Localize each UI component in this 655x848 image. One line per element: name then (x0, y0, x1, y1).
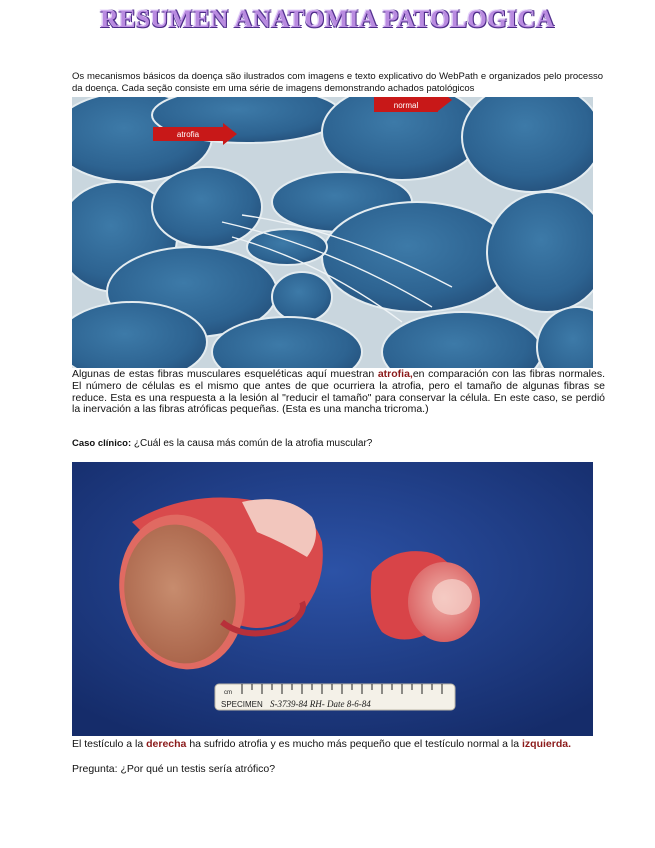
para2-text-start: El testículo a la (72, 738, 147, 750)
pregunta: Pregunta: ¿Por qué un testis sería atrófico? (72, 763, 276, 775)
muscle-fibers-image (72, 97, 593, 368)
caso-clinico (72, 438, 605, 450)
para1-text-start: Algunas de estas fibras musculares esqueléticas aquí muestran (72, 368, 378, 380)
testis-specimen-image (72, 462, 593, 736)
caso-clinico-label: Caso clínico: (72, 438, 132, 449)
para1-highlight-atrofia: atrofia, (377, 368, 413, 380)
caso-clinico-question: ¿Cuál es la causa más común de la atrofia muscular? (131, 438, 373, 449)
para2-highlight-izquierda: izquierda. (522, 738, 572, 750)
arrow-normal (374, 97, 452, 111)
arrow-atrofia (153, 123, 237, 145)
para2-highlight-derecha: derecha (146, 738, 187, 750)
ruler-handwriting: S-3739-84 RH- Date 8-6-84 (270, 699, 371, 709)
muscle-atrophy-micrograph (72, 97, 593, 368)
intro-paragraph: Os mecanismos básicos da doença são ilustrados com imagens e texto explicativo do WebPath e organizados pelo processo da doença. Cada seção consiste em uma série de imagens demonstrando achados patológicos (72, 71, 603, 94)
page-title: RESUMEN ANATOMIA PATOLOGICA (100, 6, 555, 33)
para2-text-middle: ha sufrido atrofia y es mucho más pequeño que el testículo normal a la (186, 738, 523, 750)
ruler-cm-label: cm (224, 690, 232, 696)
testis-description (72, 739, 605, 751)
testis-specimen-photo (72, 462, 593, 736)
muscle-atrophy-description (72, 369, 605, 416)
para1-text-end: en comparación con las fibras normales. El número de células es el mismo que antes de que ocurriera la atrofia, pero el tamaño de algunas fibras se reduce. Esta es una respuesta a la lesión al "reducir el tamaño" para conservar la célula. En este caso, se perdió la inervación a las fibras atróficas pequeñas. (Esta es una mancha tricroma.) (72, 368, 605, 416)
arrow-atrofia-label: atrofia (153, 127, 223, 141)
arrow-normal-label: normal (374, 97, 438, 112)
ruler-specimen-label: SPECIMEN (221, 700, 263, 709)
